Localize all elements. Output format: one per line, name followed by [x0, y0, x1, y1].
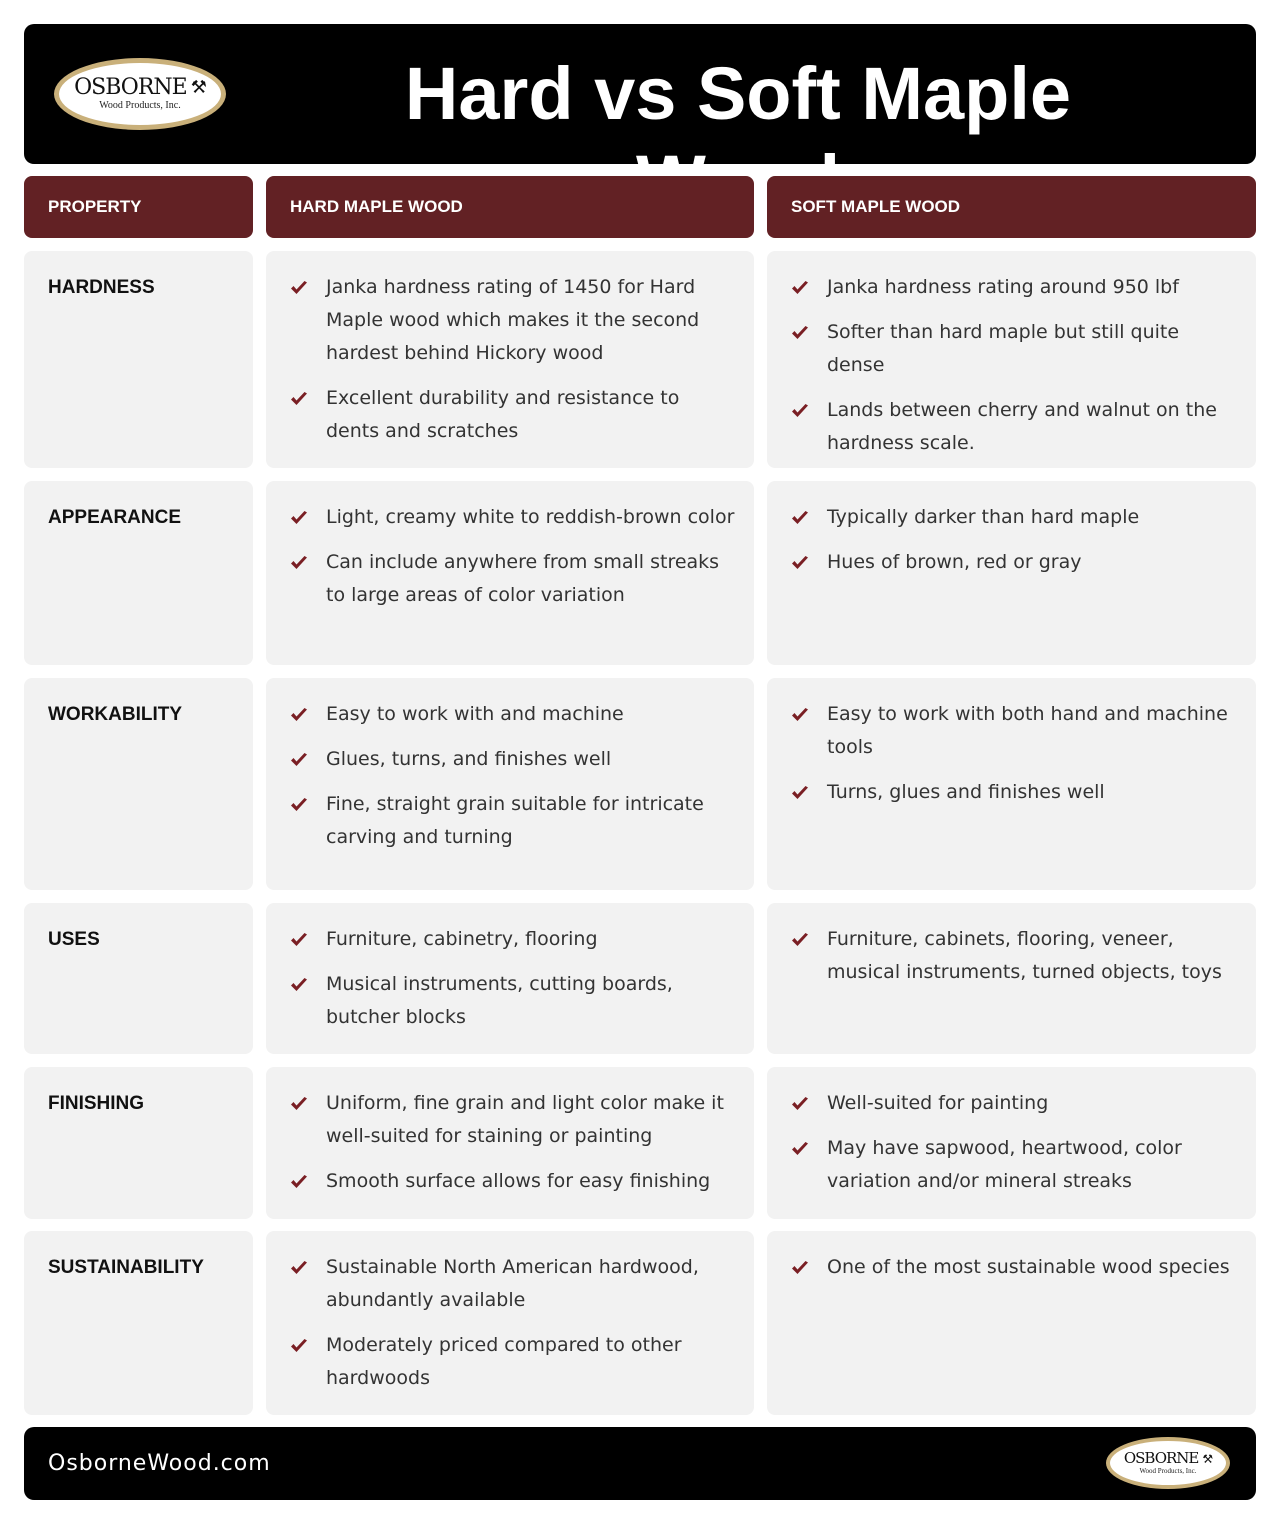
bullet-text: Janka hardness rating around 950 lbf — [827, 276, 1179, 298]
soft-maple-cell — [767, 251, 1256, 468]
soft-maple-cell — [767, 481, 1256, 665]
bullet-text: Furniture, cabinets, flooring, veneer, musical instruments, turned objects, toys — [827, 928, 1222, 983]
footer-osborne-logo[interactable] — [1106, 1437, 1230, 1489]
list-item — [791, 1251, 1238, 1284]
column-header-hard-maple: HARD MAPLE WOOD — [266, 176, 754, 238]
logo-subtitle: Wood Products, Inc. — [99, 100, 181, 111]
hard-maple-cell — [266, 1231, 754, 1415]
checkmark-icon — [290, 391, 308, 407]
osborne-logo[interactable] — [54, 58, 226, 130]
soft-maple-cell — [767, 1067, 1256, 1219]
bullet-list — [290, 698, 736, 866]
checkmark-icon — [791, 555, 809, 571]
bullet-text: Well-suited for painting — [827, 1092, 1049, 1114]
table-row — [0, 1067, 1280, 1219]
list-item — [791, 776, 1238, 809]
list-item — [290, 968, 736, 1034]
property-cell — [24, 481, 253, 665]
bullet-text: Hues of brown, red or gray — [827, 551, 1082, 573]
hard-maple-cell — [266, 1067, 754, 1219]
list-item — [290, 788, 736, 854]
hard-maple-cell — [266, 678, 754, 890]
bullet-text: Easy to work with both hand and machine tools — [827, 703, 1228, 758]
bullet-text: Moderately priced compared to other hardwoods — [326, 1334, 682, 1389]
checkmark-icon — [290, 707, 308, 723]
hammer-icon: ⚒ — [1202, 1451, 1213, 1466]
property-cell — [24, 903, 253, 1054]
table-row — [0, 1231, 1280, 1415]
list-item — [791, 1132, 1238, 1198]
bullet-text: Janka hardness rating of 1450 for Hard Maple wood which makes it the second hardest behind Hickory wood — [326, 276, 700, 364]
bullet-text: Softer than hard maple but still quite dense — [827, 321, 1180, 376]
checkmark-icon — [290, 1338, 308, 1354]
soft-maple-cell — [767, 903, 1256, 1054]
list-item — [791, 271, 1238, 304]
checkmark-icon — [290, 555, 308, 571]
list-item — [791, 1087, 1238, 1120]
property-label: APPEARANCE — [48, 507, 182, 528]
bullet-text: Musical instruments, cutting boards, butcher blocks — [326, 973, 673, 1028]
checkmark-icon — [791, 932, 809, 948]
bullet-text: Glues, turns, and finishes well — [326, 748, 612, 770]
website-link[interactable]: OsborneWood.com — [48, 1451, 271, 1476]
column-header-soft-maple: SOFT MAPLE WOOD — [767, 176, 1256, 238]
list-item — [791, 698, 1238, 764]
bullet-text: Sustainable North American hardwood, abundantly available — [326, 1256, 699, 1311]
table-row — [0, 903, 1280, 1054]
column-header-property: PROPERTY — [24, 176, 253, 238]
checkmark-icon — [290, 797, 308, 813]
checkmark-icon — [290, 752, 308, 768]
checkmark-icon — [791, 403, 809, 419]
checkmark-icon — [791, 707, 809, 723]
bullet-text: One of the most sustainable wood species — [827, 1256, 1230, 1278]
list-item — [791, 316, 1238, 382]
bullet-text: Light, creamy white to reddish-brown color — [326, 506, 735, 528]
footer-bar — [24, 1427, 1256, 1500]
list-item — [290, 1087, 736, 1153]
property-label: WORKABILITY — [48, 704, 183, 725]
property-label: HARDNESS — [48, 277, 155, 298]
list-item — [290, 923, 736, 956]
bullet-list — [791, 698, 1238, 821]
soft-maple-cell — [767, 678, 1256, 890]
bullet-text: Can include anywhere from small streaks to large areas of color variation — [326, 551, 720, 606]
list-item — [290, 501, 736, 534]
property-label: USES — [48, 929, 100, 950]
hammer-icon: ⚒ — [190, 77, 206, 98]
bullet-text: Lands between cherry and walnut on the hardness scale. — [827, 399, 1217, 454]
list-item — [791, 394, 1238, 460]
checkmark-icon — [791, 1260, 809, 1276]
hard-maple-cell — [266, 481, 754, 665]
bullet-text: May have sapwood, heartwood, color variation and/or mineral streaks — [827, 1137, 1182, 1192]
property-label: FINISHING — [48, 1093, 145, 1114]
bullet-list — [791, 1251, 1238, 1296]
checkmark-icon — [290, 1260, 308, 1276]
list-item — [791, 546, 1238, 579]
bullet-list — [290, 923, 736, 1046]
bullet-list — [290, 1087, 736, 1210]
list-item — [290, 1329, 736, 1395]
list-item — [290, 546, 736, 612]
checkmark-icon — [290, 932, 308, 948]
list-item — [290, 1165, 736, 1198]
table-row — [0, 481, 1280, 665]
property-cell — [24, 1231, 253, 1415]
bullet-text: Uniform, fine grain and light color make it well-suited for staining or painting — [326, 1092, 724, 1147]
property-label: SUSTAINABILITY — [48, 1257, 204, 1278]
list-item — [791, 923, 1238, 989]
checkmark-icon — [791, 1141, 809, 1157]
bullet-list — [290, 501, 736, 624]
bullet-list — [791, 923, 1238, 1001]
table-row — [0, 251, 1280, 468]
checkmark-icon — [791, 785, 809, 801]
bullet-list — [290, 271, 736, 460]
table-row — [0, 678, 1280, 890]
list-item — [290, 271, 736, 370]
bullet-text: Furniture, cabinetry, flooring — [326, 928, 598, 950]
bullet-text: Turns, glues and finishes well — [827, 781, 1105, 803]
bullet-list — [290, 1251, 736, 1407]
bullet-text: Fine, straight grain suitable for intricate carving and turning — [326, 793, 704, 848]
list-item — [290, 698, 736, 731]
list-item — [791, 501, 1238, 534]
logo-subtitle: Wood Products, Inc. — [1139, 1467, 1197, 1475]
hard-maple-cell — [266, 903, 754, 1054]
checkmark-icon — [290, 1174, 308, 1190]
checkmark-icon — [791, 280, 809, 296]
page-title: Hard vs Soft Maple — [404, 52, 1072, 135]
header-banner — [24, 24, 1256, 164]
property-cell — [24, 678, 253, 890]
checkmark-icon — [290, 280, 308, 296]
bullet-text: Smooth surface allows for easy finishing — [326, 1170, 711, 1192]
logo-wordmark: OSBORNE — [74, 75, 187, 100]
bullet-list — [791, 501, 1238, 591]
property-cell — [24, 1067, 253, 1219]
list-item — [290, 743, 736, 776]
bullet-text: Typically darker than hard maple — [827, 506, 1140, 528]
soft-maple-cell — [767, 1231, 1256, 1415]
bullet-text: Excellent durability and resistance to dents and scratches — [326, 387, 680, 442]
list-item — [290, 382, 736, 448]
hard-maple-cell — [266, 251, 754, 468]
bullet-list — [791, 1087, 1238, 1210]
checkmark-icon — [791, 510, 809, 526]
checkmark-icon — [290, 977, 308, 993]
bullet-list — [791, 271, 1238, 472]
property-cell — [24, 251, 253, 468]
checkmark-icon — [290, 1096, 308, 1112]
checkmark-icon — [791, 325, 809, 341]
list-item — [290, 1251, 736, 1317]
logo-wordmark: OSBORNE — [1123, 1449, 1199, 1467]
checkmark-icon — [791, 1096, 809, 1112]
checkmark-icon — [290, 510, 308, 526]
bullet-text: Easy to work with and machine — [326, 703, 624, 725]
